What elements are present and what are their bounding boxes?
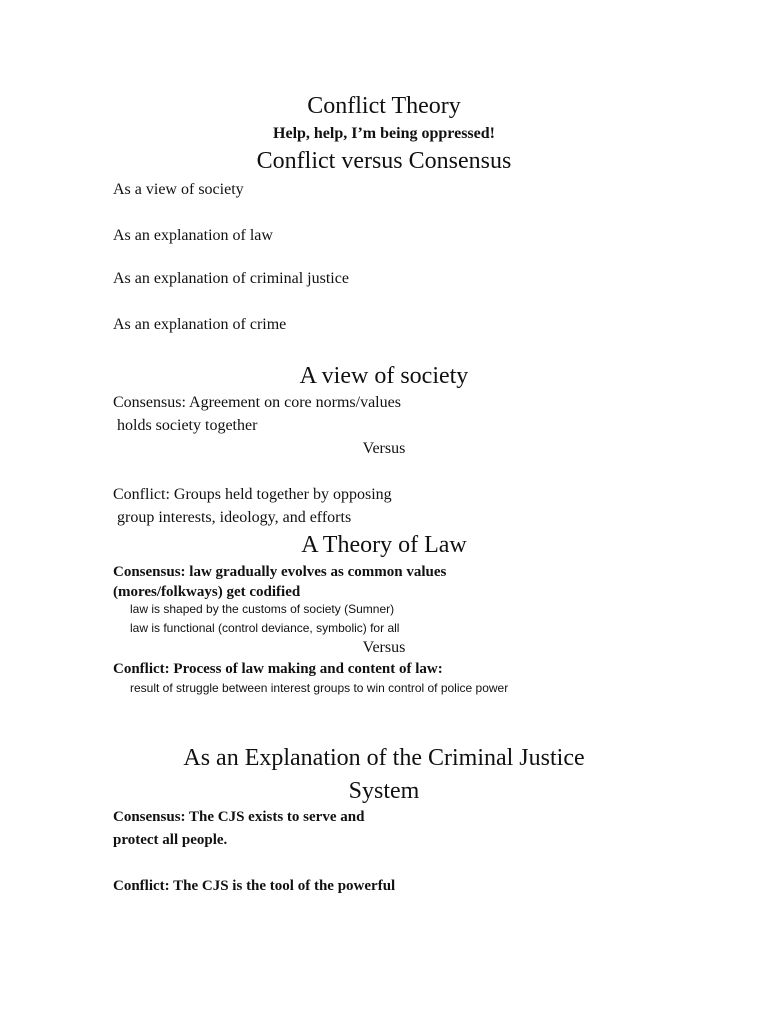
intro-item: As an explanation of law [113,227,273,244]
law-versus: Versus [362,639,406,656]
cjs-conflict: Conflict: The CJS is the tool of the powerful [113,878,396,894]
society-conflict-cont: group interests, ideology, and efforts [117,509,352,526]
intro-item: As an explanation of criminal justice [113,270,349,287]
society-consensus-cont: holds society together [117,417,258,434]
cjs-consensus-cont: protect all people. [113,832,228,848]
law-detail: law is shaped by the customs of society (Sumner) [130,602,395,616]
law-heading: A Theory of Law [301,532,467,558]
law-conflict-detail: result of struggle between interest groups to win control of police power [130,681,509,695]
society-versus: Versus [362,440,406,457]
cjs-consensus: Consensus: The CJS exists to serve and [113,809,365,825]
cjs-heading: As an Explanation of the Criminal Justice [183,745,585,771]
intro-item: As a view of society [113,181,244,198]
cjs-heading-cont: System [348,778,420,804]
law-consensus-cont: (mores/folkways) get codified [113,584,301,600]
intro-item: As an explanation of crime [113,316,287,333]
intro-heading: Conflict versus Consensus [256,148,512,174]
page-subtitle: Help, help, I’m being oppressed! [273,125,495,142]
law-consensus: Consensus: law gradually evolves as common values [113,564,447,580]
society-heading: A view of society [299,363,469,389]
law-conflict: Conflict: Process of law making and content of law: [113,661,443,677]
society-conflict: Conflict: Groups held together by opposing [113,486,392,503]
society-consensus: Consensus: Agreement on core norms/values [113,394,401,411]
page-title: Conflict Theory [307,93,461,119]
law-detail: law is functional (control deviance, symbolic) for all [130,621,400,635]
